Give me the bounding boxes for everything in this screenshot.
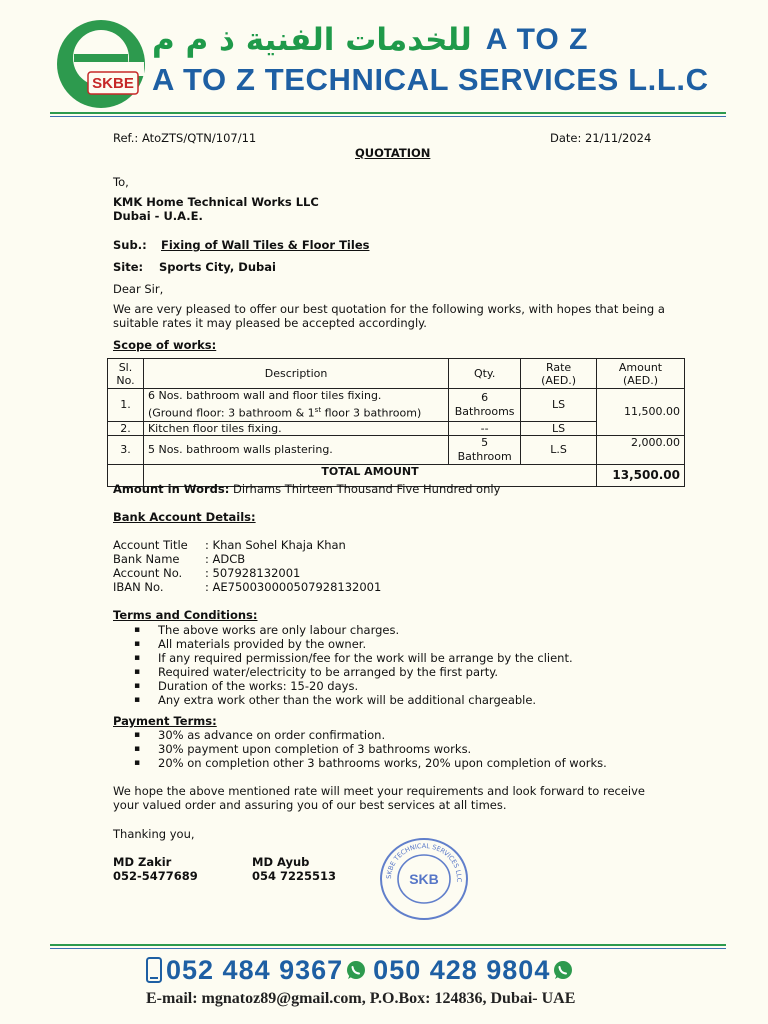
greeting: Dear Sir, bbox=[113, 282, 164, 296]
intro-line-2: suitable rates it may pleased be accepted accordingly. bbox=[113, 316, 427, 330]
table-row bbox=[108, 389, 685, 422]
table-row bbox=[108, 435, 685, 464]
terms-heading: Terms and Conditions: bbox=[113, 608, 258, 622]
row1-rate: LS bbox=[521, 389, 597, 422]
list-item: ▪ 30% as advance on order confirmation. bbox=[134, 728, 607, 742]
closing-line-2: your valued order and assuring you of our best services at all times. bbox=[113, 798, 507, 812]
list-item: ▪ 20% on completion other 3 bathrooms works, 20% upon completion of works. bbox=[134, 756, 607, 770]
scope-heading: Scope of works: bbox=[113, 338, 217, 352]
bank-iban-value: : AE750030000507928132001 bbox=[205, 580, 382, 594]
mobile-phone-icon bbox=[146, 957, 162, 983]
header-arabic-line bbox=[152, 20, 722, 60]
row1-sl: 1. bbox=[108, 389, 144, 422]
payment-heading: Payment Terms: bbox=[113, 714, 217, 728]
row1-qty: 6 Bathrooms bbox=[449, 389, 521, 422]
row3-rate: L.S bbox=[521, 435, 597, 464]
rows1-2-amount: 11,500.00 bbox=[597, 389, 685, 436]
terms-list bbox=[134, 623, 573, 707]
payment-list bbox=[134, 728, 607, 770]
header-qty: Qty. bbox=[449, 359, 521, 389]
bank-heading: Bank Account Details: bbox=[113, 510, 256, 524]
row3-description: 5 Nos. bathroom walls plastering. bbox=[143, 435, 448, 464]
footer-phone-2: 050 428 9804 bbox=[373, 954, 551, 985]
bank-account-title-label: Account Title bbox=[113, 538, 188, 552]
list-item: ▪ Any extra work other than the work will be additional chargeable. bbox=[134, 693, 573, 707]
bank-name-label: Bank Name bbox=[113, 552, 180, 566]
footer-rule-green bbox=[50, 944, 726, 946]
to-label: To, bbox=[113, 175, 129, 189]
row1-description: 6 Nos. bathroom wall and floor tiles fixing. (Ground floor: 3 bathroom & 1st floor 3 bathroom) bbox=[143, 389, 448, 422]
subject-label: Sub.: bbox=[113, 238, 147, 252]
recipient-name: KMK Home Technical Works LLC bbox=[113, 195, 319, 209]
company-stamp bbox=[378, 836, 470, 922]
footer-phone-1: 052 484 9367 bbox=[166, 954, 344, 985]
list-item: ▪ All materials provided by the owner. bbox=[134, 637, 573, 651]
signatory-2-name: MD Ayub bbox=[252, 855, 310, 869]
company-name: A TO Z TECHNICAL SERVICES L.L.C bbox=[152, 62, 709, 97]
whatsapp-icon bbox=[552, 959, 574, 981]
logo-badge-text: SKBE bbox=[92, 75, 134, 92]
row2-description: Kitchen floor tiles fixing. bbox=[143, 421, 448, 435]
thanking-line: Thanking you, bbox=[113, 827, 195, 841]
intro-line-1: We are very pleased to offer our best quotation for the following works, with hopes that being a bbox=[113, 302, 665, 316]
row3-qty: 5 Bathroom bbox=[449, 435, 521, 464]
footer-phone-line bbox=[146, 952, 646, 988]
table-header-row bbox=[108, 359, 685, 389]
reference-number: Ref.: AtoZTS/QTN/107/11 bbox=[113, 131, 257, 145]
bank-iban-label: IBAN No. bbox=[113, 580, 164, 594]
recipient-location: Dubai - U.A.E. bbox=[113, 209, 203, 223]
header-rule-green bbox=[50, 112, 726, 114]
row3-sl: 3. bbox=[108, 435, 144, 464]
arabic-company-name: للخدمات الفنية ذ م م bbox=[152, 22, 472, 58]
subject-value: Fixing of Wall Tiles & Floor Tiles bbox=[161, 238, 370, 252]
header-rate: Rate (AED.) bbox=[521, 359, 597, 389]
row2-rate: LS bbox=[521, 421, 597, 435]
row2-sl: 2. bbox=[108, 421, 144, 435]
bank-name-value: : ADCB bbox=[205, 552, 246, 566]
header-description: Description bbox=[143, 359, 448, 389]
company-logo bbox=[56, 18, 146, 110]
signatory-1-name: MD Zakir bbox=[113, 855, 172, 869]
footer-email-address: E-mail: mgnatoz89@gmail.com, P.O.Box: 124836, Dubai- UAE bbox=[146, 990, 576, 1007]
header-rule-blue bbox=[50, 116, 726, 117]
closing-line-1: We hope the above mentioned rate will meet your requirements and look forward to receive bbox=[113, 784, 645, 798]
row3-amount: 2,000.00 bbox=[597, 435, 685, 464]
list-item: ▪ 30% payment upon completion of 3 bathrooms works. bbox=[134, 742, 607, 756]
list-item: ▪ Required water/electricity to be arranged by the first party. bbox=[134, 665, 573, 679]
list-item: ▪ If any required permission/fee for the work will be arrange by the client. bbox=[134, 651, 573, 665]
signatory-2-phone: 054 7225513 bbox=[252, 869, 337, 883]
scope-of-works-table bbox=[107, 358, 685, 487]
header-sl: Sl. No. bbox=[108, 359, 144, 389]
bank-account-title-value: : Khan Sohel Khaja Khan bbox=[205, 538, 346, 552]
list-item: ▪ The above works are only labour charges. bbox=[134, 623, 573, 637]
stamp-ring-text: SKBE TECHNICAL SERVICES LLC bbox=[384, 841, 464, 883]
row2-qty: -- bbox=[449, 421, 521, 435]
whatsapp-icon bbox=[345, 959, 367, 981]
list-item: ▪ Duration of the works: 15-20 days. bbox=[134, 679, 573, 693]
amount-in-words: Amount in Words: Dirhams Thirteen Thousand Five Hundred only bbox=[113, 482, 501, 496]
bank-account-no-label: Account No. bbox=[113, 566, 183, 580]
header-amount: Amount (AED.) bbox=[597, 359, 685, 389]
site-label: Site: bbox=[113, 260, 144, 274]
document-title: QUOTATION bbox=[355, 146, 431, 160]
bank-account-no-value: : 507928132001 bbox=[205, 566, 301, 580]
quotation-date: Date: 21/11/2024 bbox=[550, 131, 652, 145]
total-label: TOTAL AMOUNT bbox=[143, 464, 596, 486]
footer-rule-blue bbox=[50, 948, 726, 949]
site-value: Sports City, Dubai bbox=[159, 260, 276, 274]
stamp-center-text: SKB bbox=[409, 871, 439, 887]
signatory-1-phone: 052-5477689 bbox=[113, 869, 198, 883]
total-amount: 13,500.00 bbox=[597, 464, 685, 486]
atoz-label: A TO Z bbox=[485, 23, 589, 56]
